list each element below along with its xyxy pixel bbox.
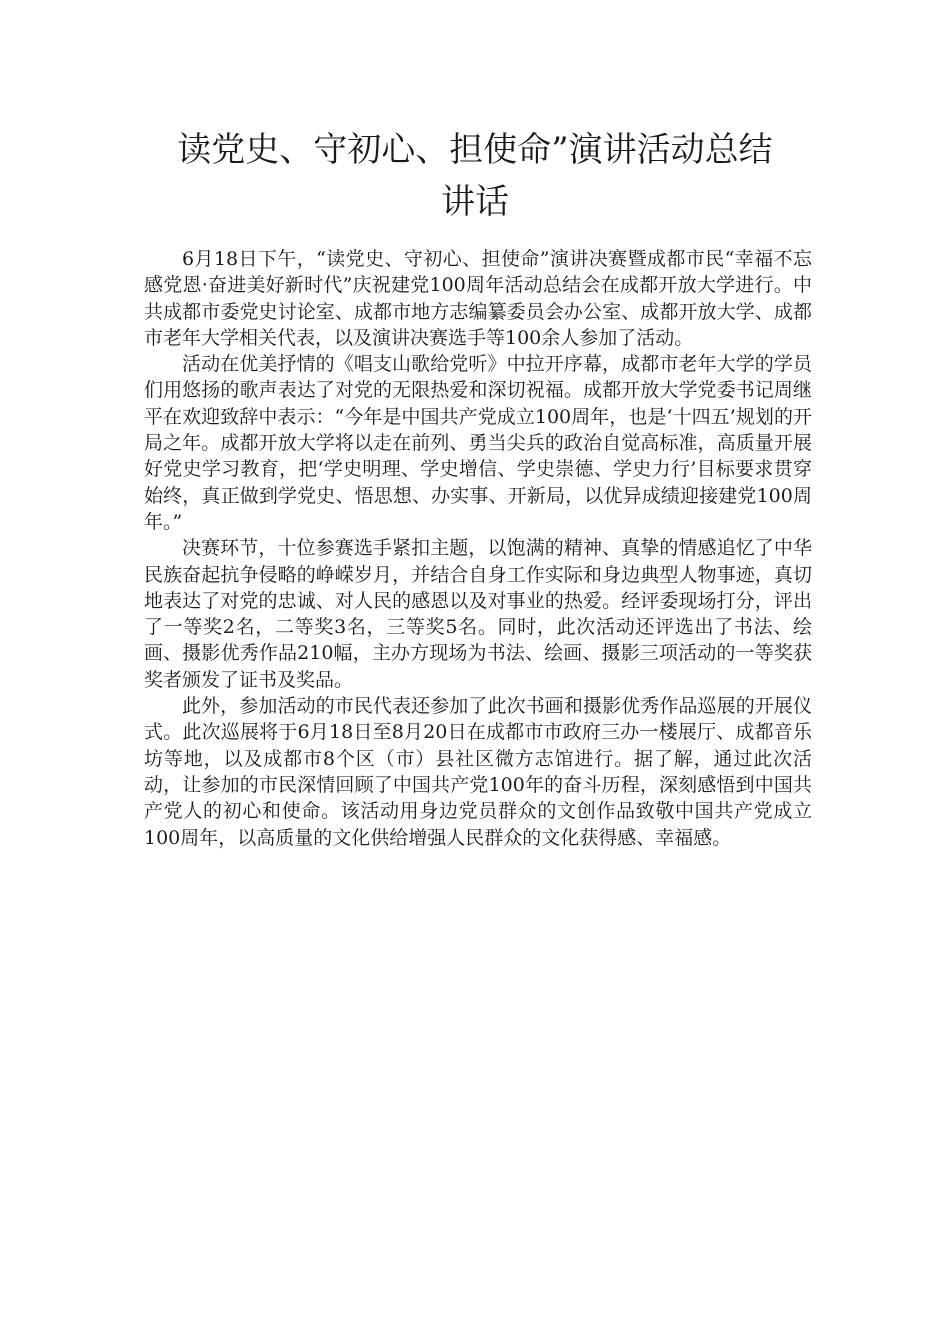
- document-title-line-2: 讲话: [441, 182, 509, 222]
- paragraph-3: 决赛环节，十位参赛选手紧扣主题，以饱满的精神、真挚的情感追忆了中华民族奋起抗争侵略的峥嵘岁月，并结合自身工作实际和身边典型人物事迹，真切地表达了对党的忠诚、对人民的感恩以及对事业的热爱。经评委现场打分，评出了一等奖2名，二等奖3名，三等奖5名。同时，此次活动还评选出了书法、绘画、摄影优秀作品210幅，主办方现场为书法、绘画、摄影三项活动的一等奖获奖者颁发了证书及奖品。: [144, 537, 812, 691]
- paragraph-2: 活动在优美抒情的《唱支山歌给党听》中拉开序幕，成都市老年大学的学员们用悠扬的歌声表达了对党的无限热爱和深切祝福。成都开放大学党委书记周继平在欢迎致辞中表示：“今年是中国共产党成立100周年，也是‘十四五’规划的开局之年。成都开放大学将以走在前列、勇当尖兵的政治自觉高标准，高质量开展好党史学习教育，把‘学史明理、学史增信、学史崇德、学史力行’目标要求贯穿始终，真正做到学党史、悟思想、办实事、开新局，以优异成绩迎接建党100周年。”: [144, 353, 812, 533]
- paragraph-1: 6月18日下午，“读党史、守初心、担使命”演讲决赛暨成都市民“幸福不忘感党恩·奋进美好新时代”庆祝建党100周年活动总结会在成都开放大学进行。中共成都市委党史讨论室、成都市地方志编纂委员会办公室、成都开放大学、成都市老年大学相关代表，以及演讲决赛选手等100余人参加了活动。: [144, 248, 812, 349]
- document-title-line-1: 读党史、守初心、担使命”演讲活动总结: [177, 130, 773, 170]
- document-body: [144, 246, 812, 851]
- paragraph-4: 此外，参加活动的市民代表还参加了此次书画和摄影优秀作品巡展的开展仪式。此次巡展将于6月18日至8月20日在成都市市政府三办一楼展厅、成都音乐坊等地，以及成都市8个区（市）县社区微方志馆进行。据了解，通过此次活动，让参加的市民深情回顾了中国共产党100年的奋斗历程，深刻感悟到中国共产党人的初心和使命。该活动用身边党员群众的文创作品致敬中国共产党成立100周年，以高质量的文化供给增强人民群众的文化获得感、幸福感。: [144, 695, 812, 849]
